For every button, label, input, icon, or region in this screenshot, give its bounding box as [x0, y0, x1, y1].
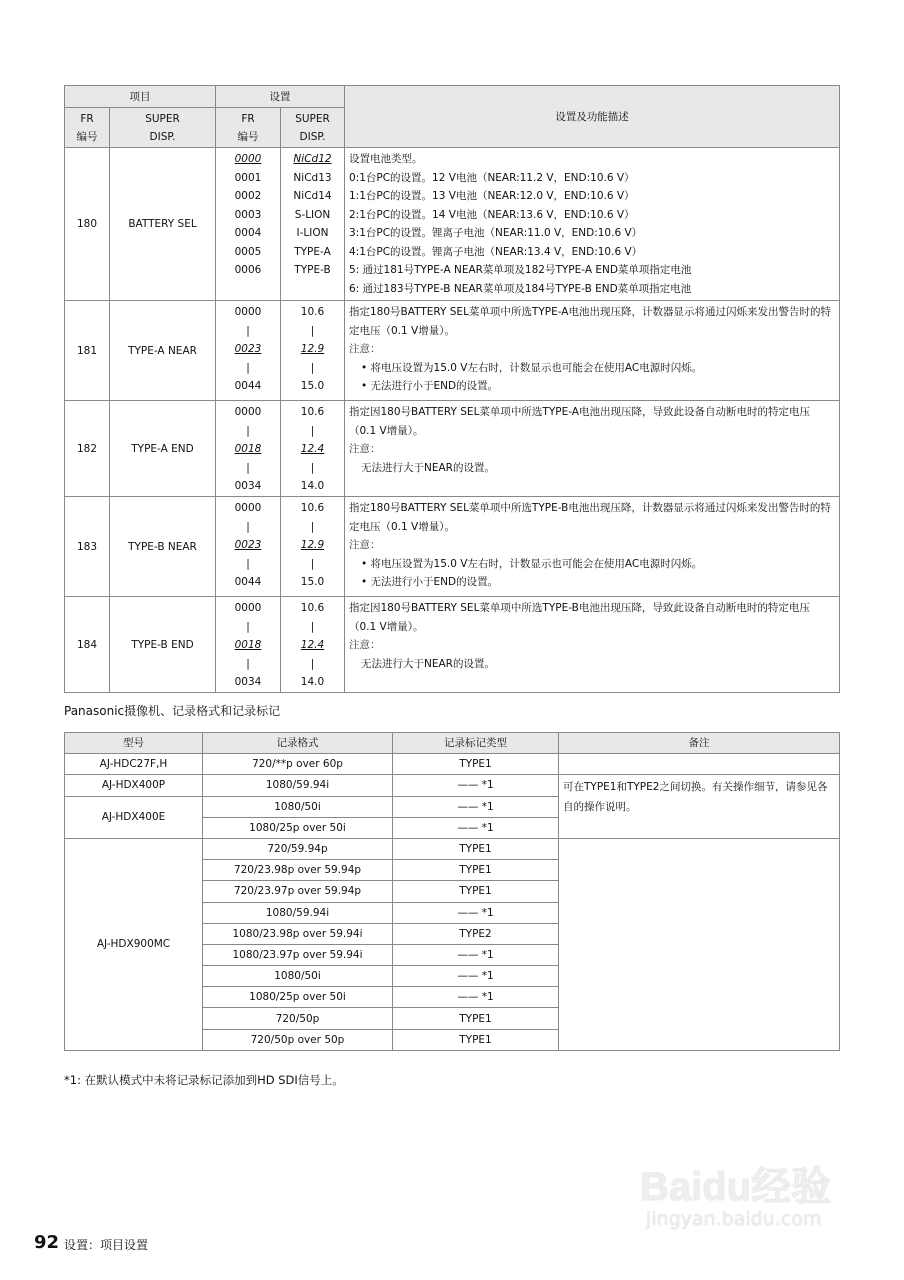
setting-disp-values: [281, 497, 345, 597]
setting-value: 0001: [234, 171, 262, 184]
note-label: 注意：: [349, 639, 381, 651]
setting-value: |: [246, 657, 250, 670]
table-row: [65, 754, 840, 775]
header-item: 项目: [65, 86, 216, 108]
description-line: 指定因180号BATTERY SEL菜单项中所选TYPE-B电池出现压降，导致此设备自动断电时的特定电压（0.1 V增量）。: [349, 602, 810, 633]
fr-number: 181: [65, 301, 110, 401]
header-setting: 设置: [216, 86, 345, 108]
setting-value: I-LION: [296, 227, 329, 239]
setting-value: 10.6: [300, 306, 325, 318]
description-line: 1:1台PC的设置。13 V电池（NEAR:12.0 V，END:10.6 V）: [349, 190, 635, 202]
setting-value: 0023: [234, 539, 262, 551]
remark-empty: [559, 754, 840, 775]
note-item: • 将电压设置为15.0 V左右时，计数显示也可能会在使用AC电源时闪烁。: [361, 361, 703, 374]
setting-value: 0018: [234, 443, 262, 455]
recording-format: 720/**p over 60p: [203, 754, 393, 775]
setting-disp-values: [281, 597, 345, 693]
setting-value: 14.0: [300, 676, 325, 688]
table-row: [65, 401, 840, 497]
description-line: 4:1台PC的设置。锂离子电池（NEAR:13.4 V，END:10.6 V）: [349, 245, 643, 258]
setting-value: |: [310, 361, 315, 374]
model: AJ-HDX400P: [65, 775, 203, 796]
description-line: 设置电池类型。: [349, 153, 423, 165]
footnote: *1: 在默认模式中未将记录标记添加到HD SDI信号上。: [64, 1073, 344, 1087]
super-disp-name: TYPE-A NEAR: [110, 301, 216, 401]
mark-type: TYPE1: [393, 838, 559, 859]
table-row: [65, 301, 840, 401]
recording-format: 720/23.98p over 59.94p: [203, 860, 393, 881]
note-label: 注意：: [349, 539, 381, 551]
watermark-brand: Baidu经验: [640, 1165, 832, 1209]
description-line: 6: 通过183号TYPE-B NEAR菜单项及184号TYPE-B END菜单项指定电池: [349, 282, 692, 295]
setting-fr-values: [216, 497, 281, 597]
mark-type: —— *1: [393, 944, 559, 965]
remark: 可在TYPE1和TYPE2之间切换。有关操作细节，请参见各自的操作说明。: [559, 775, 840, 839]
model: AJ-HDX400E: [65, 796, 203, 838]
setting-value: 0000: [234, 406, 262, 418]
setting-value: NiCd14: [293, 190, 332, 202]
mark-type: —— *1: [393, 987, 559, 1008]
table-row: [65, 597, 840, 693]
fr-number: 183: [65, 497, 110, 597]
page-section: 设置：项目设置: [64, 1238, 149, 1252]
recording-format: 1080/59.94i: [203, 902, 393, 923]
recording-format: 1080/50i: [203, 966, 393, 987]
table-row: [65, 838, 840, 859]
function-description: [345, 401, 840, 497]
setting-value: 0005: [234, 245, 262, 258]
header-fr-no: FR 编号: [65, 108, 110, 148]
setting-value: 12.4: [300, 639, 325, 651]
mark-type: TYPE2: [393, 923, 559, 944]
super-disp-name: TYPE-B END: [110, 597, 216, 693]
mark-type: TYPE1: [393, 881, 559, 902]
setting-value: 0002: [234, 190, 262, 202]
note-item: • 无法进行小于END的设置。: [361, 576, 499, 588]
setting-value: |: [310, 324, 315, 337]
setting-value: 0044: [234, 576, 262, 588]
recording-format: 720/23.97p over 59.94p: [203, 881, 393, 902]
model: AJ-HDX900MC: [65, 838, 203, 1050]
fr-number: 182: [65, 401, 110, 497]
setting-value: TYPE-B: [294, 264, 331, 276]
fr-number: 180: [65, 148, 110, 301]
setting-value: |: [246, 324, 250, 337]
setting-value: |: [246, 424, 250, 437]
setting-value: |: [246, 461, 250, 474]
table-row: [65, 148, 840, 301]
setting-value: |: [246, 361, 250, 374]
setting-fr-values: [216, 597, 281, 693]
mark-type: —— *1: [393, 775, 559, 796]
setting-value: 0000: [234, 602, 262, 614]
mark-type: TYPE1: [393, 1008, 559, 1029]
mark-type: —— *1: [393, 966, 559, 987]
mark-type: —— *1: [393, 902, 559, 923]
setting-value: TYPE-A: [294, 245, 331, 258]
setting-value: |: [310, 557, 315, 570]
note-item: 无法进行大于NEAR的设置。: [361, 461, 495, 474]
watermark-url: jingyan.baidu.com: [646, 1208, 822, 1230]
description-line: 2:1台PC的设置。14 V电池（NEAR:13.6 V，END:10.6 V）: [349, 208, 635, 221]
setting-value: |: [246, 520, 250, 533]
setting-value: 10.6: [300, 602, 325, 614]
setting-value: 10.6: [300, 406, 325, 418]
setting-value: 0000: [234, 306, 262, 318]
setting-value: 0006: [234, 264, 262, 276]
setting-value: |: [310, 620, 315, 633]
recording-format: 720/59.94p: [203, 838, 393, 859]
setting-value: |: [310, 520, 315, 533]
setting-value: 12.9: [300, 343, 325, 355]
header-setting-super-disp: SUPER DISP.: [281, 108, 345, 148]
setting-value: 0018: [234, 639, 262, 651]
super-disp-name: TYPE-B NEAR: [110, 497, 216, 597]
note-item: • 无法进行小于END的设置。: [361, 380, 499, 392]
table-row: [65, 497, 840, 597]
note-label: 注意：: [349, 343, 381, 355]
mark-type: —— *1: [393, 817, 559, 838]
fr-number: 184: [65, 597, 110, 693]
description-line: 指定因180号BATTERY SEL菜单项中所选TYPE-A电池出现压降，导致此设备自动断电时的特定电压（0.1 V增量）。: [349, 406, 810, 437]
setting-disp-values: [281, 401, 345, 497]
note-item: 无法进行大于NEAR的设置。: [361, 657, 495, 670]
function-description: [345, 497, 840, 597]
setting-value: 12.9: [300, 539, 325, 551]
description-line: 3:1台PC的设置。锂离子电池（NEAR:11.0 V，END:10.6 V）: [349, 227, 643, 239]
function-description: [345, 148, 840, 301]
recording-format: 1080/25p over 50i: [203, 817, 393, 838]
setting-value: S-LION: [294, 208, 331, 221]
setting-value: NiCd12: [293, 153, 332, 165]
header-description: 设置及功能描述: [345, 86, 840, 148]
setting-value: |: [310, 657, 315, 670]
recording-format: 1080/59.94i: [203, 775, 393, 796]
recording-format: 1080/23.98p over 59.94i: [203, 923, 393, 944]
setting-value: 15.0: [300, 576, 325, 588]
setting-fr-values: [216, 148, 281, 301]
header-setting-fr-no: FR 编号: [216, 108, 281, 148]
setting-value: 0000: [234, 153, 262, 165]
mark-type: TYPE1: [393, 754, 559, 775]
header-remark: 备注: [559, 733, 840, 754]
note-item: • 将电压设置为15.0 V左右时，计数显示也可能会在使用AC电源时闪烁。: [361, 557, 703, 570]
remark-empty: [559, 838, 840, 1050]
setting-value: 0044: [234, 380, 262, 392]
setting-value: 0034: [234, 480, 262, 492]
table-row: [65, 775, 840, 796]
header-mark-type: 记录标记类型: [393, 733, 559, 754]
menu-settings-table: [64, 85, 840, 693]
super-disp-name: TYPE-A END: [110, 401, 216, 497]
recording-format: 1080/50i: [203, 796, 393, 817]
setting-disp-values: [281, 148, 345, 301]
setting-fr-values: [216, 301, 281, 401]
setting-value: |: [310, 461, 315, 474]
mark-type: TYPE1: [393, 860, 559, 881]
setting-value: 14.0: [300, 480, 325, 492]
page-number: 92: [34, 1232, 60, 1253]
setting-value: 0023: [234, 343, 262, 355]
setting-value: |: [310, 424, 315, 437]
baidu-watermark-logo: [640, 1155, 831, 1230]
setting-value: 15.0: [300, 380, 325, 392]
setting-disp-values: [281, 301, 345, 401]
super-disp-name: BATTERY SEL: [110, 148, 216, 301]
setting-value: |: [246, 620, 250, 633]
header-model: 型号: [65, 733, 203, 754]
function-description: [345, 597, 840, 693]
setting-value: 0000: [234, 502, 262, 514]
description-line: 指定180号BATTERY SEL菜单项中所选TYPE-B电池出现压降，计数器显示将通过闪烁来发出警告时的特定电压（0.1 V增量）。: [349, 502, 831, 533]
recording-format-table: [64, 732, 840, 1051]
note-label: 注意：: [349, 443, 381, 455]
header-super-disp: SUPER DISP.: [110, 108, 216, 148]
setting-value: 12.4: [300, 443, 325, 455]
section-title: Panasonic摄像机、记录格式和记录标记: [64, 704, 281, 718]
description-line: 指定180号BATTERY SEL菜单项中所选TYPE-A电池出现压降，计数器显示将通过闪烁来发出警告时的特定电压（0.1 V增量）。: [349, 306, 831, 337]
setting-value: 0003: [234, 208, 262, 221]
function-description: [345, 301, 840, 401]
recording-format: 1080/25p over 50i: [203, 987, 393, 1008]
description-line: 5: 通过181号TYPE-A NEAR菜单项及182号TYPE-A END菜单项指定电池: [349, 264, 692, 276]
model: AJ-HDC27F,H: [65, 754, 203, 775]
setting-value: |: [246, 557, 250, 570]
setting-value: 10.6: [300, 502, 325, 514]
setting-fr-values: [216, 401, 281, 497]
setting-value: 0034: [234, 676, 262, 688]
recording-format: 720/50p: [203, 1008, 393, 1029]
setting-value: NiCd13: [293, 171, 332, 184]
description-line: 0:1台PC的设置。12 V电池（NEAR:11.2 V，END:10.6 V）: [349, 171, 635, 184]
mark-type: TYPE1: [393, 1029, 559, 1050]
header-format: 记录格式: [203, 733, 393, 754]
recording-format: 720/50p over 50p: [203, 1029, 393, 1050]
mark-type: —— *1: [393, 796, 559, 817]
recording-format: 1080/23.97p over 59.94i: [203, 944, 393, 965]
setting-value: 0004: [234, 227, 262, 239]
